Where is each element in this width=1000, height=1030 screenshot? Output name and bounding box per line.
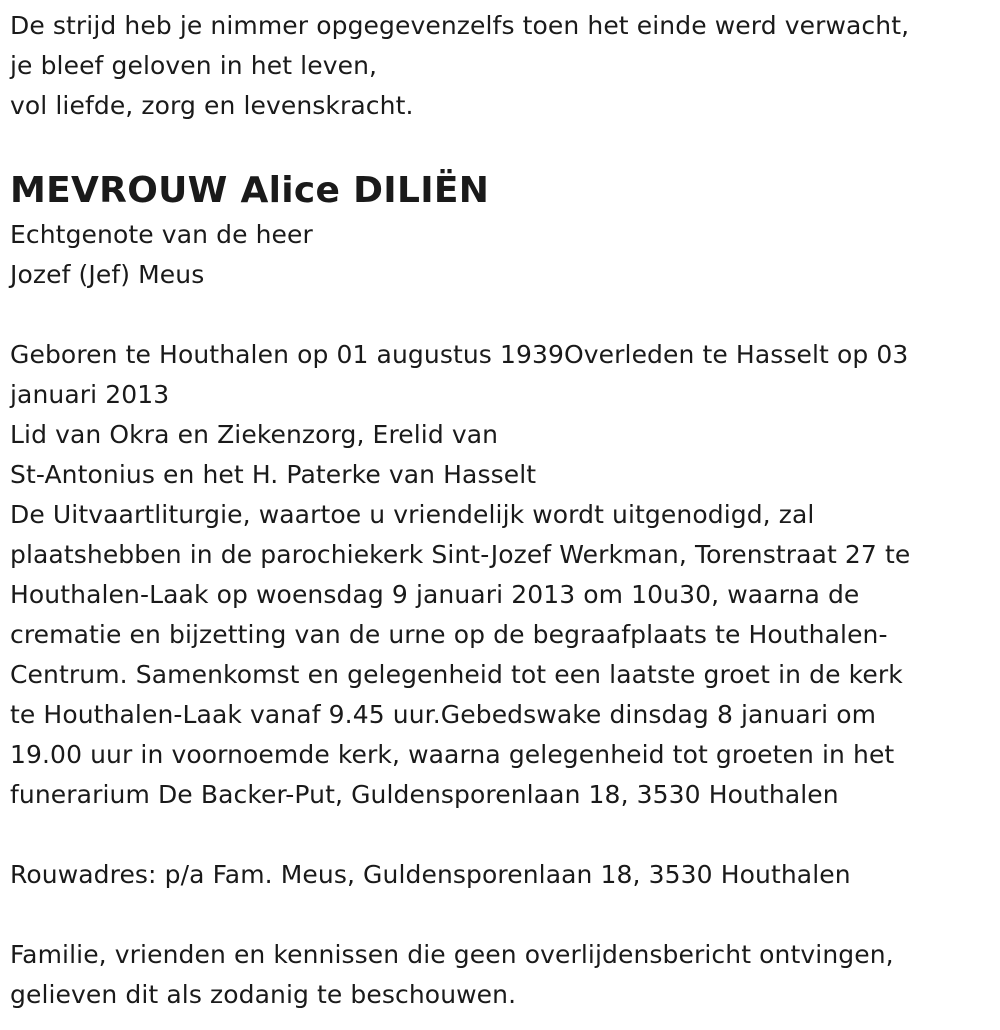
- details-line: De Uitvaartliturgie, waartoe u vriendelijk wordt uitgenodigd, zal: [10, 500, 815, 529]
- details-line: 19.00 uur in voornoemde kerk, waarna gelegenheid tot groeten in het: [10, 740, 895, 769]
- poem-line: vol liefde, zorg en levenskracht.: [10, 91, 414, 120]
- details-line: Lid van Okra en Ziekenzorg, Erelid van: [10, 420, 499, 449]
- details-line: januari 2013: [10, 380, 170, 409]
- closing-note: [10, 935, 985, 1015]
- deceased-name: MEVROUW Alice DILIËN: [10, 170, 490, 211]
- details-line: Houthalen-Laak op woensdag 9 januari 2013 om 10u30, waarna de: [10, 580, 860, 609]
- spouse-line: Echtgenote van de heer: [10, 220, 313, 249]
- spacer: [10, 895, 985, 935]
- details-line: te Houthalen-Laak vanaf 9.45 uur.Gebedswake dinsdag 8 januari om: [10, 700, 877, 729]
- details-line: crematie en bijzetting van de urne op de begraafplaats te Houthalen-: [10, 620, 888, 649]
- details-line: funerarium De Backer-Put, Guldensporenlaan 18, 3530 Houthalen: [10, 780, 839, 809]
- spacer: [10, 815, 985, 855]
- poem-line: De strijd heb je nimmer opgegevenzelfs toen het einde werd verwacht,: [10, 11, 910, 40]
- details-line: St-Antonius en het H. Paterke van Hasselt: [10, 460, 537, 489]
- details: [10, 335, 985, 815]
- spacer: [10, 126, 985, 166]
- details-line: plaatshebben in de parochiekerk Sint-Jozef Werkman, Torenstraat 27 te: [10, 540, 911, 569]
- closing-line: gelieven dit als zodanig te beschouwen.: [10, 980, 517, 1009]
- poem-line: je bleef geloven in het leven,: [10, 51, 378, 80]
- mourning-address: Rouwadres: p/a Fam. Meus, Guldensporenlaan 18, 3530 Houthalen: [10, 860, 851, 889]
- spouse-line: Jozef (Jef) Meus: [10, 260, 205, 289]
- poem: [10, 6, 985, 126]
- spouse-info: [10, 215, 985, 295]
- spacer: [10, 295, 985, 335]
- obituary-notice: [10, 6, 985, 1015]
- details-line: Centrum. Samenkomst en gelegenheid tot een laatste groet in de kerk: [10, 660, 903, 689]
- details-line: Geboren te Houthalen op 01 augustus 1939Overleden te Hasselt op 03: [10, 340, 909, 369]
- closing-line: Familie, vrienden en kennissen die geen overlijdensbericht ontvingen,: [10, 940, 894, 969]
